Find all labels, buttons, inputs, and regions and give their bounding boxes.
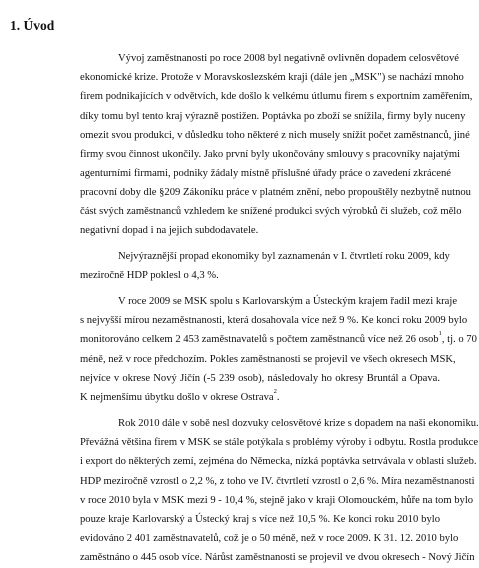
- text-line-with-footnote: [80, 330, 477, 346]
- text-line: omezit svou produkci, v důsledku toho některé z nich musely snížit počet zaměstnanců, jiné: [80, 130, 470, 141]
- text-line: méně, než v roce předchozím. Pokles zaměstnanosti se projevil ve všech okresech MSK,: [80, 354, 456, 365]
- text-line: díky tomu byl tento kraj výrazně postižen. Poptávka po zboží se snížila, firmy byly nuceny: [80, 111, 466, 122]
- text-line: nejvíce v okrese Nový Jičín (-5 239 osob), následovaly ho okresy Bruntál a Opava.: [80, 373, 440, 384]
- footnote-ref-2: 2: [273, 388, 277, 395]
- footnote-ref-1: 1: [438, 330, 442, 337]
- text-segment: monitorováno celkem 2 453 zaměstnavatelů s počtem zaměstnanců více než 26 osob: [80, 334, 439, 345]
- text-line: Nejvýraznější propad ekonomiky byl zaznamenán v I. čtvrtletí roku 2009, kdy: [118, 251, 450, 262]
- text-line: s nejvyšší mírou nezaměstnanosti, která dosahovala více než 9 %. Ke konci roku 2009 bylo: [80, 315, 468, 326]
- text-line: Převážná většina firem v MSK se stále potýkala s problémy výroby i odbytu. Rostla produkce: [80, 437, 479, 448]
- text-line: pouze kraje Karlovarský a Ústecký kraj s více než 10,5 %. Ke konci roku 2010 bylo: [80, 514, 440, 525]
- text-segment: K nejmenšímu úbytku došlo v okrese Ostrava: [80, 392, 274, 403]
- text-line: HDP meziročně vzrostl o 2,2 %, z toho ve IV. čtvrtletí vzrostl o 2,6 %. Míra nezaměstnanosti: [80, 476, 475, 487]
- text-line: část svých zaměstnanců vzhledem ke snížené produkci svých výrobků či služeb, což mělo: [80, 206, 462, 217]
- text-line: agenturními firmami, podniky žádaly místně příslušné úřady práce o zavedení zkrácené: [80, 168, 451, 179]
- text-line: ekonomické krize. Protože v Moravskoslezském kraji (dále jen „MSK") se nachází mnoho: [80, 72, 464, 83]
- text-line: v roce 2010 byla v MSK mezi 9 - 10,4 %, stejně jako v kraji Olomouckém, hůře na tom bylo: [80, 495, 474, 506]
- text-segment: , tj. o 70: [441, 334, 477, 345]
- text-line: pracovní doby dle §209 Zákoníku práce v platném znění, nebo propouštěly nezbytně nutnou: [80, 187, 471, 198]
- text-line: Rok 2010 dále v sobě nesl dozvuky celosvětové krize s dopadem na naši ekonomiku.: [118, 418, 479, 429]
- text-line: meziročně HDP poklesl o 4,3 %.: [80, 270, 219, 281]
- text-line: zaměstnáno o 445 osob více. Nárůst zaměstnanosti se projevil ve dvou okresech - Nový Jičín: [80, 552, 475, 563]
- text-line: firmy svou činnost ukončily. Jako první byly ukončovány smlouvy s pracovníky najatými: [80, 149, 461, 160]
- text-line: evidováno 2 401 zaměstnavatelů, což je o 50 méně, než v roce 2009. K 31. 12. 2010 bylo: [80, 533, 459, 544]
- text-line: firem podnikajících v odvětvích, kde došlo k velkému útlumu firem s exportním zaměřením,: [80, 91, 473, 102]
- text-line-with-footnote: [80, 388, 440, 404]
- text-line: negativní dopad i na jejich subdodavatele.: [80, 225, 259, 236]
- text-line: Vývoj zaměstnanosti po roce 2008 byl negativně ovlivněn dopadem celosvětové: [118, 53, 459, 64]
- text-line: V roce 2009 se MSK spolu s Karlovarským a Ústeckým krajem řadil mezi kraje: [118, 296, 458, 307]
- section-heading: 1. Úvod: [10, 18, 55, 33]
- text-line: i export do některých zemí, zejména do Německa, nízká poptávka setrvávala v oblasti služeb.: [80, 456, 477, 467]
- text-segment: .: [276, 392, 280, 403]
